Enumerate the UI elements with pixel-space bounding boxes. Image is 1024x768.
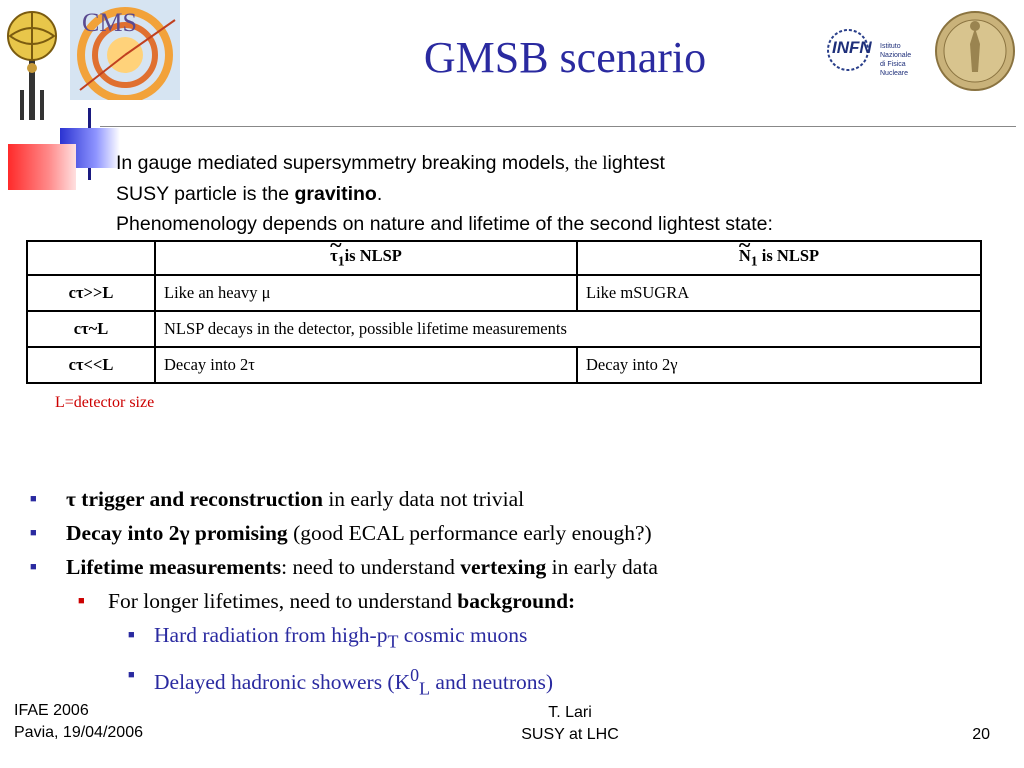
table-row-label: cτ<<L — [27, 347, 155, 383]
list-item: ■ Hard radiation from high-$p_T$ cosmic muons — [26, 618, 986, 658]
list-item: ■ τ trigger and reconstruction in early data not trivial — [26, 482, 986, 516]
table-cell: Decay into 2τ — [155, 347, 577, 383]
table-cell: NLSP decays in the detector, possible lifetime measurements — [155, 311, 981, 347]
table-cell: Like an heavy μ — [155, 275, 577, 311]
bullet-square-icon: ■ — [128, 629, 135, 641]
intro-line-3: Phenomenology depends on nature and lifetime of the second lightest state: — [116, 213, 773, 235]
bullet-square-icon: ■ — [30, 493, 37, 505]
page-number: 20 — [972, 726, 990, 743]
list-item: ■ For longer lifetimes, need to understand background: — [26, 584, 986, 618]
list-item: ■ Decay into 2γ promising (good ECAL performance early enough?) — [26, 516, 986, 550]
table-row — [27, 347, 981, 383]
table-cell: Like mSUGRA — [577, 275, 981, 311]
table-row — [27, 311, 981, 347]
footer-topic: SUSY at LHC — [521, 726, 619, 743]
cms-logo — [70, 0, 180, 100]
infn-subtitle-1: Istituto Nazionale — [880, 43, 912, 59]
cms-logo-text: CMS — [82, 8, 137, 37]
page-title: GMSB scenario — [423, 33, 707, 82]
table-note: L=detector size — [55, 394, 155, 411]
footer-author: T. Lari — [548, 704, 592, 721]
infn-subtitle-2: di Fisica Nucleare — [880, 61, 909, 77]
footer-left — [14, 700, 143, 744]
atlas-logo — [2, 0, 64, 128]
list-item: ■ Delayed hadronic showers ($K^0_L$ and neutrons) — [26, 658, 986, 705]
footer-conference: IFAE 2006 — [14, 702, 89, 719]
bullet-square-icon: ■ — [30, 527, 37, 539]
table-row-label: cτ>>L — [27, 275, 155, 311]
decorative-red-block — [8, 144, 76, 190]
bullet-square-icon: ■ — [128, 669, 135, 682]
intro-line-1: In gauge mediated supersymmetry breaking models, the lightest — [116, 152, 665, 174]
intro-text — [116, 148, 996, 239]
table-cell: Decay into 2γ — [577, 347, 981, 383]
bullet-list — [26, 482, 986, 706]
bullet-square-icon: ■ — [30, 561, 37, 573]
title-divider — [100, 126, 1016, 127]
nlsp-table — [26, 240, 982, 384]
intro-line-2: SUSY particle is the gravitino. — [116, 183, 383, 205]
table-row — [27, 275, 981, 311]
infn-logo — [826, 22, 928, 80]
table-header-neutralino: ~ $N_1$ is NLSP — [577, 241, 981, 275]
bullet-square-icon: ■ — [78, 595, 85, 607]
university-seal-icon — [934, 10, 1016, 92]
list-item: ■ Lifetime measurements: need to understand vertexing in early data — [26, 550, 986, 584]
infn-logo-text: INFN — [832, 38, 872, 57]
footer-center — [470, 702, 670, 746]
footer-date: Pavia, 19/04/2006 — [14, 724, 143, 741]
table-header-row — [27, 241, 981, 275]
table-header-empty — [27, 241, 155, 275]
table-row-label: cτ~L — [27, 311, 155, 347]
table-header-stau: ~ $\tau_1is$ NLSP — [155, 241, 577, 275]
